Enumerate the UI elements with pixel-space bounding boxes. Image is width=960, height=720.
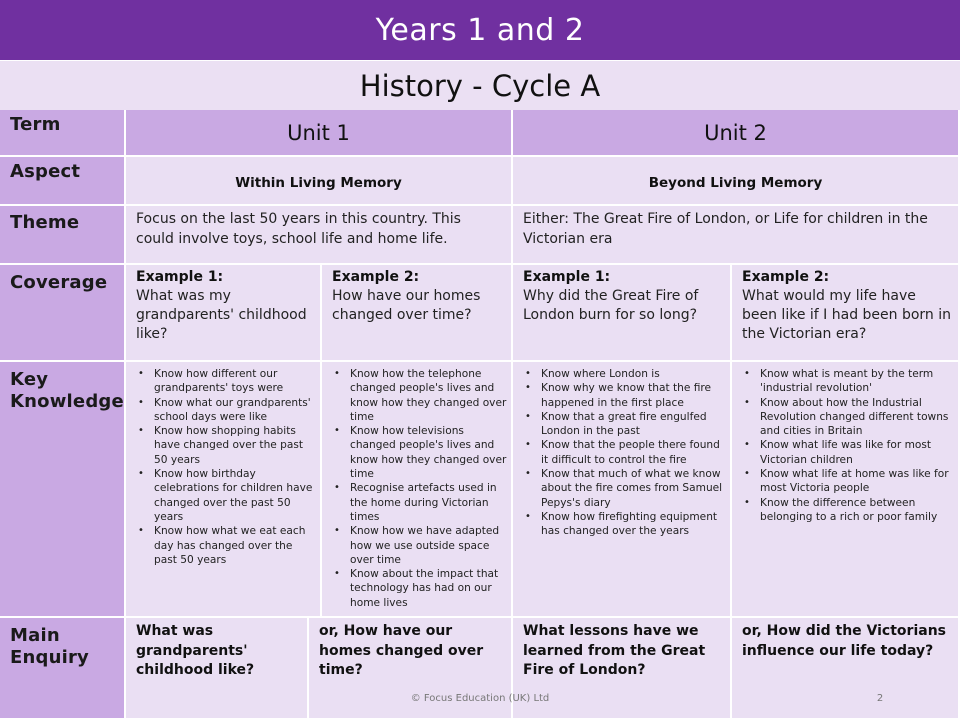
knowledge-item: • Know how the telephone changed people's lives and know how they changed over time: [332, 367, 507, 424]
knowledge-list: [126, 362, 320, 567]
term-label: Term: [0, 110, 126, 157]
example-title: Example 2:: [742, 269, 830, 285]
unit-2-aspect: Beyond Living Memory: [513, 157, 960, 206]
unit-2-theme: Either: The Great Fire of London, or Life for children in the Victorian era: [513, 206, 960, 265]
example-title: Example 1:: [136, 269, 224, 285]
knowledge-item: • Know how we have adapted how we use outside space over time: [332, 524, 507, 567]
knowledge-item: • Know what life at home was like for most Victoria people: [742, 467, 954, 496]
knowledge-item: • Know that a great fire engulfed London in the past: [523, 410, 726, 439]
knowledge-list: [513, 362, 730, 539]
knowledge-item: • Know why we know that the fire happened in the first place: [523, 381, 726, 410]
knowledge-item: • Know how birthday celebrations for children have changed over the past 50 years: [136, 467, 316, 524]
unit-1-theme: Focus on the last 50 years in this country. This could involve toys, school life and home life.: [126, 206, 513, 265]
knowledge-item: • Recognise artefacts used in the home during Victorian times: [332, 481, 507, 524]
unit-1-example-1-enquiry: What was grandparents' childhood like?: [126, 618, 309, 720]
knowledge-item: • Know that much of what we know about the fire comes from Samuel Pepys's diary: [523, 467, 726, 510]
page-title: Years 1 and 2: [0, 0, 960, 60]
unit-2-heading: Unit 2: [513, 110, 960, 157]
knowledge-item: • Know what life was like for most Victorian children: [742, 438, 954, 467]
unit-2-example-1-enquiry: What lessons have we learned from the Great Fire of London?: [513, 618, 732, 720]
knowledge-item: • Know about how the Industrial Revolution changed different towns and cities in Britain: [742, 396, 954, 439]
knowledge-list: [732, 362, 958, 524]
key-knowledge-label: Key Knowledge: [0, 362, 126, 618]
knowledge-item: • Know how shopping habits have changed over the past 50 years: [136, 424, 316, 467]
knowledge-item: • Know what is meant by the term 'industrial revolution': [742, 367, 954, 396]
coverage-label: Coverage: [0, 265, 126, 362]
example-question: How have our homes changed over time?: [332, 288, 481, 323]
unit-1-example-1-coverage: [126, 265, 322, 362]
example-title: Example 2:: [332, 269, 420, 285]
unit-2-example-2-coverage: [732, 265, 960, 362]
unit-1-example-1-knowledge: [126, 362, 322, 618]
main-enquiry-label: Main Enquiry: [0, 618, 126, 720]
knowledge-list: [322, 362, 511, 610]
theme-label: Theme: [0, 206, 126, 265]
knowledge-item: • Know that the people there found it difficult to control the fire: [523, 438, 726, 467]
unit-2-example-2-knowledge: [732, 362, 960, 618]
unit-1-example-2-enquiry: or, How have our homes changed over time?: [309, 618, 513, 720]
example-question: What would my life have been like if I had been born in the Victorian era?: [742, 288, 952, 342]
knowledge-item: • Know about the impact that technology has had on our home lives: [332, 567, 507, 610]
unit-2-example-1-coverage: [513, 265, 732, 362]
unit-2-example-1-knowledge: [513, 362, 732, 618]
example-title: Example 1:: [523, 269, 611, 285]
knowledge-item: • Know how what we eat each day has changed over the past 50 years: [136, 524, 316, 567]
page-number: 2: [876, 693, 884, 704]
example-question: What was my grandparents' childhood like?: [136, 288, 307, 342]
knowledge-item: • Know how televisions changed people's lives and know how they changed over time: [332, 424, 507, 481]
knowledge-item: • Know where London is: [523, 367, 726, 381]
unit-1-aspect: Within Living Memory: [126, 157, 513, 206]
example-question: Why did the Great Fire of London burn for so long?: [523, 288, 699, 323]
knowledge-item: • Know how firefighting equipment has changed over the years: [523, 510, 726, 539]
copyright-notice: © Focus Education (UK) Ltd: [410, 693, 550, 704]
unit-1-heading: Unit 1: [126, 110, 513, 157]
subject-title: History - Cycle A: [0, 60, 960, 110]
unit-1-example-2-knowledge: [322, 362, 513, 618]
unit-1-example-2-coverage: [322, 265, 513, 362]
knowledge-item: • Know how different our grandparents' toys were: [136, 367, 316, 396]
knowledge-item: • Know what our grandparents' school days were like: [136, 396, 316, 425]
knowledge-item: • Know the difference between belonging to a rich or poor family: [742, 496, 954, 525]
aspect-label: Aspect: [0, 157, 126, 206]
unit-2-example-2-enquiry: or, How did the Victorians influence our life today?: [732, 618, 960, 720]
